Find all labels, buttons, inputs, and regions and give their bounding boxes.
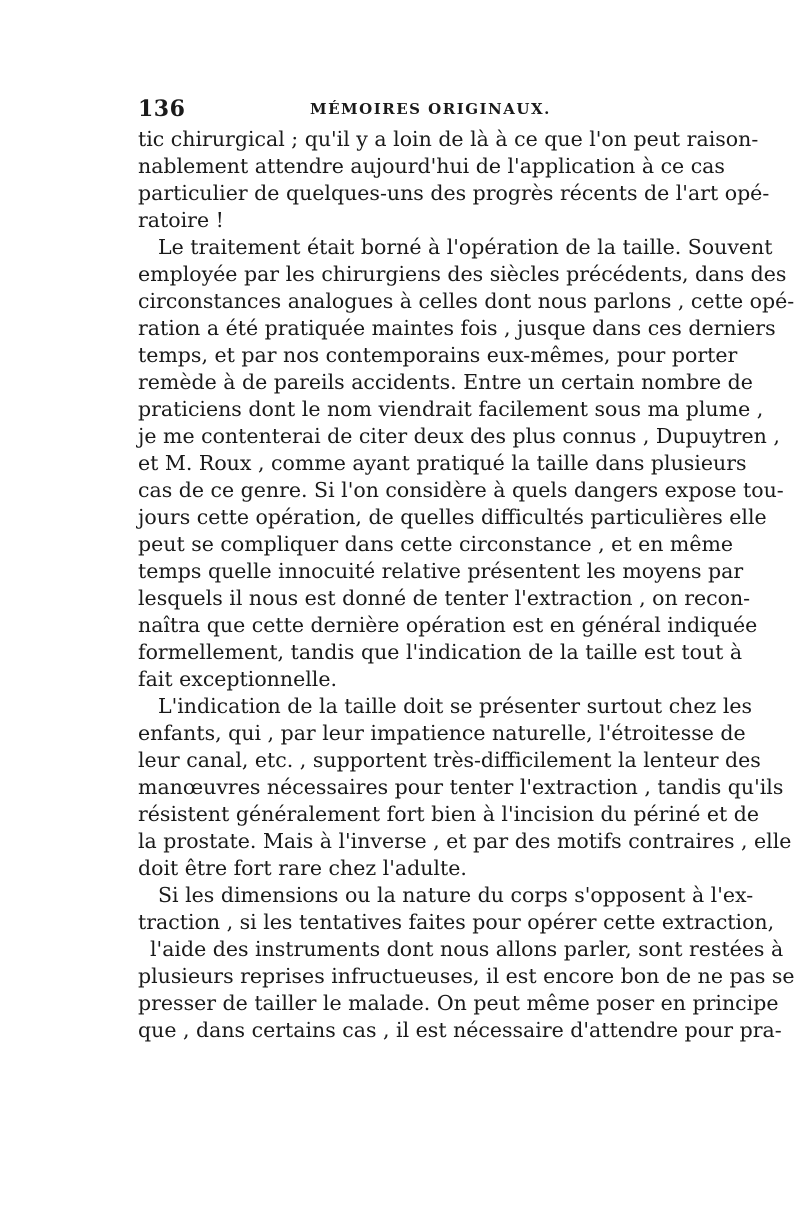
text-line: Le traitement était borné à l'opération de la taille. Souvent [158,235,773,259]
text-line: l'aide des instruments dont nous allons parler, sont restées à [150,937,784,961]
text-line: nablement attendre aujourd'hui de l'application à ce cas [138,154,725,178]
text-line: je me contenterai de citer deux des plus connus , Dupuytren , [138,424,780,448]
text-line: manœuvres nécessaires pour tenter l'extraction , tandis qu'ils [138,775,784,799]
text-line: tic chirurgical ; qu'il y a loin de là à ce que l'on peut raison- [138,127,759,151]
text-line: et M. Roux , comme ayant pratiqué la taille dans plusieurs [138,451,747,475]
text-line: circonstances analogues à celles dont nous parlons , cette opé- [138,289,795,313]
text-line: praticiens dont le nom viendrait facilement sous ma plume , [138,397,764,421]
text-line: naîtra que cette dernière opération est en général indiquée [138,613,758,637]
running-head: MÉMOIRES ORIGINAUX. [310,100,551,118]
text-line: que , dans certains cas , il est nécessaire d'attendre pour pra- [138,1018,782,1042]
text-line: lesquels il nous est donné de tenter l'extraction , on recon- [138,586,751,610]
body-text [138,126,795,1044]
text-line: jours cette opération, de quelles difficultés particulières elle [138,505,767,529]
text-line: doit être fort rare chez l'adulte. [138,856,467,880]
text-line: cas de ce genre. Si l'on considère à quels dangers expose tou- [138,478,784,502]
text-line: ratoire ! [138,208,224,232]
text-line: particulier de quelques-uns des progrès récents de l'art opé- [138,181,770,205]
page-number: 136 [138,96,186,122]
text-line: ration a été pratiquée maintes fois , jusque dans ces derniers [138,316,776,340]
text-line: traction , si les tentatives faites pour opérer cette extraction, [138,910,775,934]
text-line: temps, et par nos contemporains eux-mêmes, pour porter [138,343,738,367]
page-header [138,96,664,126]
text-line: fait exceptionnelle. [138,667,337,691]
text-line: L'indication de la taille doit se présenter surtout chez les [158,694,753,718]
text-line: remède à de pareils accidents. Entre un certain nombre de [138,370,753,394]
text-line: enfants, qui , par leur impatience naturelle, l'étroitesse de [138,721,746,745]
text-line: presser de tailler le malade. On peut même poser en principe [138,991,779,1015]
text-line: peut se compliquer dans cette circonstance , et en même [138,532,734,556]
text-line: plusieurs reprises infructueuses, il est encore bon de ne pas se [138,964,795,988]
text-line: la prostate. Mais à l'inverse , et par des motifs contraires , elle [138,829,792,853]
text-line: résistent généralement fort bien à l'incision du périné et de [138,802,760,826]
text-line: formellement, tandis que l'indication de la taille est tout à [138,640,743,664]
text-line: employée par les chirurgiens des siècles précédents, dans des [138,262,787,286]
text-line: leur canal, etc. , supportent très-difficilement la lenteur des [138,748,761,772]
text-line: temps quelle innocuité relative présentent les moyens par [138,559,744,583]
text-line: Si les dimensions ou la nature du corps s'opposent à l'ex- [158,883,754,907]
